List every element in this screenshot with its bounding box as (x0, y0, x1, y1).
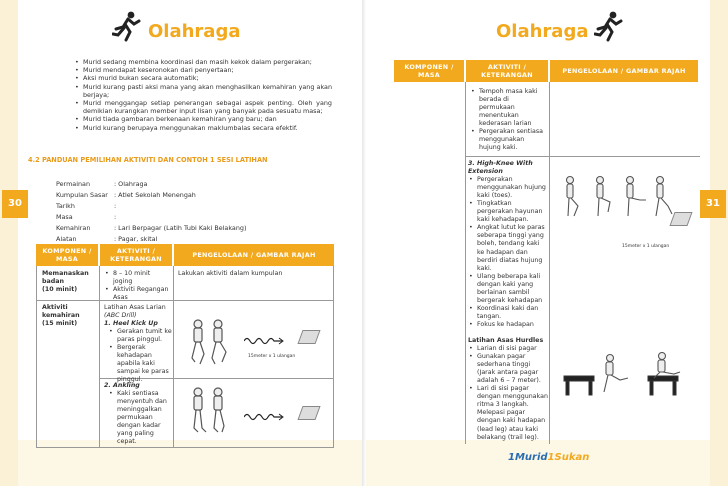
list-item: • Pergerakan menggunakan hujung kaki (toes). (468, 176, 548, 200)
list-item: • Pergerakan sentiasa menggunakan hujung kaki. (470, 128, 544, 152)
cell-line: kemahiran (42, 312, 80, 320)
row-divider (466, 156, 700, 157)
list-item: • Gunakan pagar sederhana tinggi (Jarak antara pagar adalah 6 – 7 meter). (468, 353, 548, 385)
table-cell: Lakukan aktiviti dalam kumpulan (178, 270, 283, 277)
info-row (56, 213, 116, 221)
brand-logo (508, 452, 589, 465)
item-title: Latihan Asas Hurdles (468, 336, 544, 344)
hurdle-icon (558, 352, 688, 398)
column-divider (549, 82, 550, 444)
item-bullets (108, 390, 172, 446)
list-item: • Murid tiada gambaran berkenaan kemahiran yang baru; dan (74, 115, 332, 123)
header-pengelolaan: PENGELOLAAN / GAMBAR RAJAH (174, 244, 334, 266)
cell-line: Memanaskan (42, 270, 89, 277)
cell-line: Latihan Asas Larian (104, 304, 166, 311)
column-divider (99, 266, 100, 448)
info-label: Tarikh (56, 202, 75, 210)
list-item: • Lari di sisi pagar dengan menggunakan ritma 3 langkah. Melepasi pagar dengan kaki hadapan (lead leg) atau kaki belakang (trail leg). (468, 385, 548, 441)
list-item: • Angkat lutut ke paras seberapa tinggi yang boleh, tendang kaki ke hadapan dan berdiri diatas hujung kaki. (468, 224, 548, 272)
list-item: • Tempoh masa kaki berada di permukaan menentukan kederasan larian (470, 88, 544, 128)
page-spine (362, 0, 366, 486)
list-item: • Murid kurang berupaya menggunakan maklumbalas secara efektif. (74, 124, 332, 132)
table-cell (42, 270, 89, 294)
item-bullets (468, 345, 548, 442)
info-value: : (114, 213, 117, 221)
info-value: : Lari Berpagar (Latih Tubi Kaki Belakang) (114, 224, 247, 232)
info-label: Masa (56, 213, 73, 221)
cell-line: (15 minit) (42, 320, 78, 328)
list-item: • Murid sedang membina koordinasi dan masih kekok dalam pergerakan; (74, 58, 332, 66)
distance-label: 15meter x 1 ulangan (622, 244, 670, 249)
row-divider (36, 300, 334, 301)
squiggle-arrow-icon (244, 336, 284, 346)
info-value: : (114, 202, 117, 210)
item-bullets (108, 328, 172, 384)
page-number-right: 31 (700, 190, 726, 218)
header-komponen: KOMPONEN / MASA (36, 244, 98, 266)
cell-line: (10 minit) (42, 286, 78, 294)
brand-part2: 1Sukan (547, 452, 590, 463)
page-number-left: 30 (2, 190, 28, 218)
list-item: • Aktiviti Regangan Asas (104, 286, 170, 302)
list-item: • 8 – 10 minit joging (104, 270, 170, 286)
page-title-left: Olahraga (148, 21, 241, 42)
cell-line: (ABC Drill) (104, 312, 137, 320)
list-item: • Tingkatkan pergerakan hayunan kaki kehadapan. (468, 200, 548, 224)
cell-line: Aktiviti (42, 304, 68, 311)
list-item: • Murid kurang pasti aksi mana yang akan menghasilkan kemahiran yang akan berjaya; (74, 83, 332, 99)
table-cell (42, 304, 80, 328)
column-divider (465, 82, 466, 444)
info-row (56, 202, 116, 210)
table-cell (470, 88, 544, 152)
list-item: • Koordinasi kaki dan tangan. (468, 305, 548, 321)
table-cell (104, 304, 172, 384)
item-title: 3. High-Knee With Extension (468, 160, 533, 176)
item-title: 2. Ankling (104, 382, 140, 389)
table-cell (468, 160, 548, 442)
background-pattern (710, 0, 728, 486)
column-divider (173, 266, 174, 448)
info-row (56, 180, 147, 188)
info-row (56, 235, 157, 243)
info-value: : Atlet Sekolah Menengah (114, 191, 196, 199)
table-cell (104, 270, 170, 302)
background-pattern (0, 0, 18, 486)
info-row (56, 191, 196, 199)
info-label: Kumpulan Sasar (56, 191, 108, 199)
list-item: • Murid menggangap setiap penerangan sebagai aspek penting. Oleh yang demikian kurangkan member input lisan yang banyak pada sesuatu masa; (74, 99, 332, 115)
list-item: • Kaki sentiasa menyentuh dan meninggalkan permukaan dengan kadar yang paling cepat. (108, 390, 172, 446)
intro-bullet-list (74, 58, 332, 132)
header-aktiviti: AKTIVITI / KETERANGAN (466, 60, 548, 82)
runner-icon (112, 10, 142, 42)
brand-part1: 1Murid (508, 452, 548, 463)
list-item: • Bergerak kehadapan apabila kaki sampai ke paras pinggul. (108, 344, 172, 384)
info-row (56, 224, 246, 232)
runner-icon (594, 10, 624, 42)
item-title: 1. Heel Kick Up (104, 320, 158, 328)
list-item: • Aksi murid bukan secara automatik; (74, 74, 332, 82)
running-figures-illustration (186, 386, 238, 436)
list-item: • Gerakan tumit ke paras pinggul. (108, 328, 172, 344)
info-label: Kemahiran (56, 224, 91, 232)
cell-line: badan (42, 278, 64, 286)
list-item: • Fokus ke hadapan (468, 321, 548, 329)
section-title: 4.2 PANDUAN PEMILIHAN AKTIVITI DAN CONTOH 1 SESI LATIHAN (28, 156, 268, 164)
distance-label: 15meter x 1 ulangan (248, 354, 296, 359)
list-item: • Murid mendapat keseronokan dari penyertaan; (74, 66, 332, 74)
info-value: : Pagar, skital (114, 235, 158, 243)
info-label: Alatan (56, 235, 77, 243)
header-aktiviti: AKTIVITI / KETERANGAN (100, 244, 172, 266)
info-value: : Olahraga (114, 180, 148, 188)
table-cell (104, 382, 172, 446)
list-item: • Larian di sisi pagar (468, 345, 548, 353)
list-item: • Ulang beberapa kali dengan kaki yang berlainan sambil bergerak kehadapan (468, 273, 548, 305)
running-figures-illustration (186, 318, 238, 368)
header-pengelolaan: PENGELOLAAN / GAMBAR RAJAH (550, 60, 698, 82)
squiggle-arrow-icon (244, 412, 284, 422)
header-komponen: KOMPONEN / MASA (394, 60, 464, 82)
page-title-right: Olahraga (496, 21, 589, 42)
info-label: Permainan (56, 180, 91, 188)
item-bullets (468, 176, 548, 329)
